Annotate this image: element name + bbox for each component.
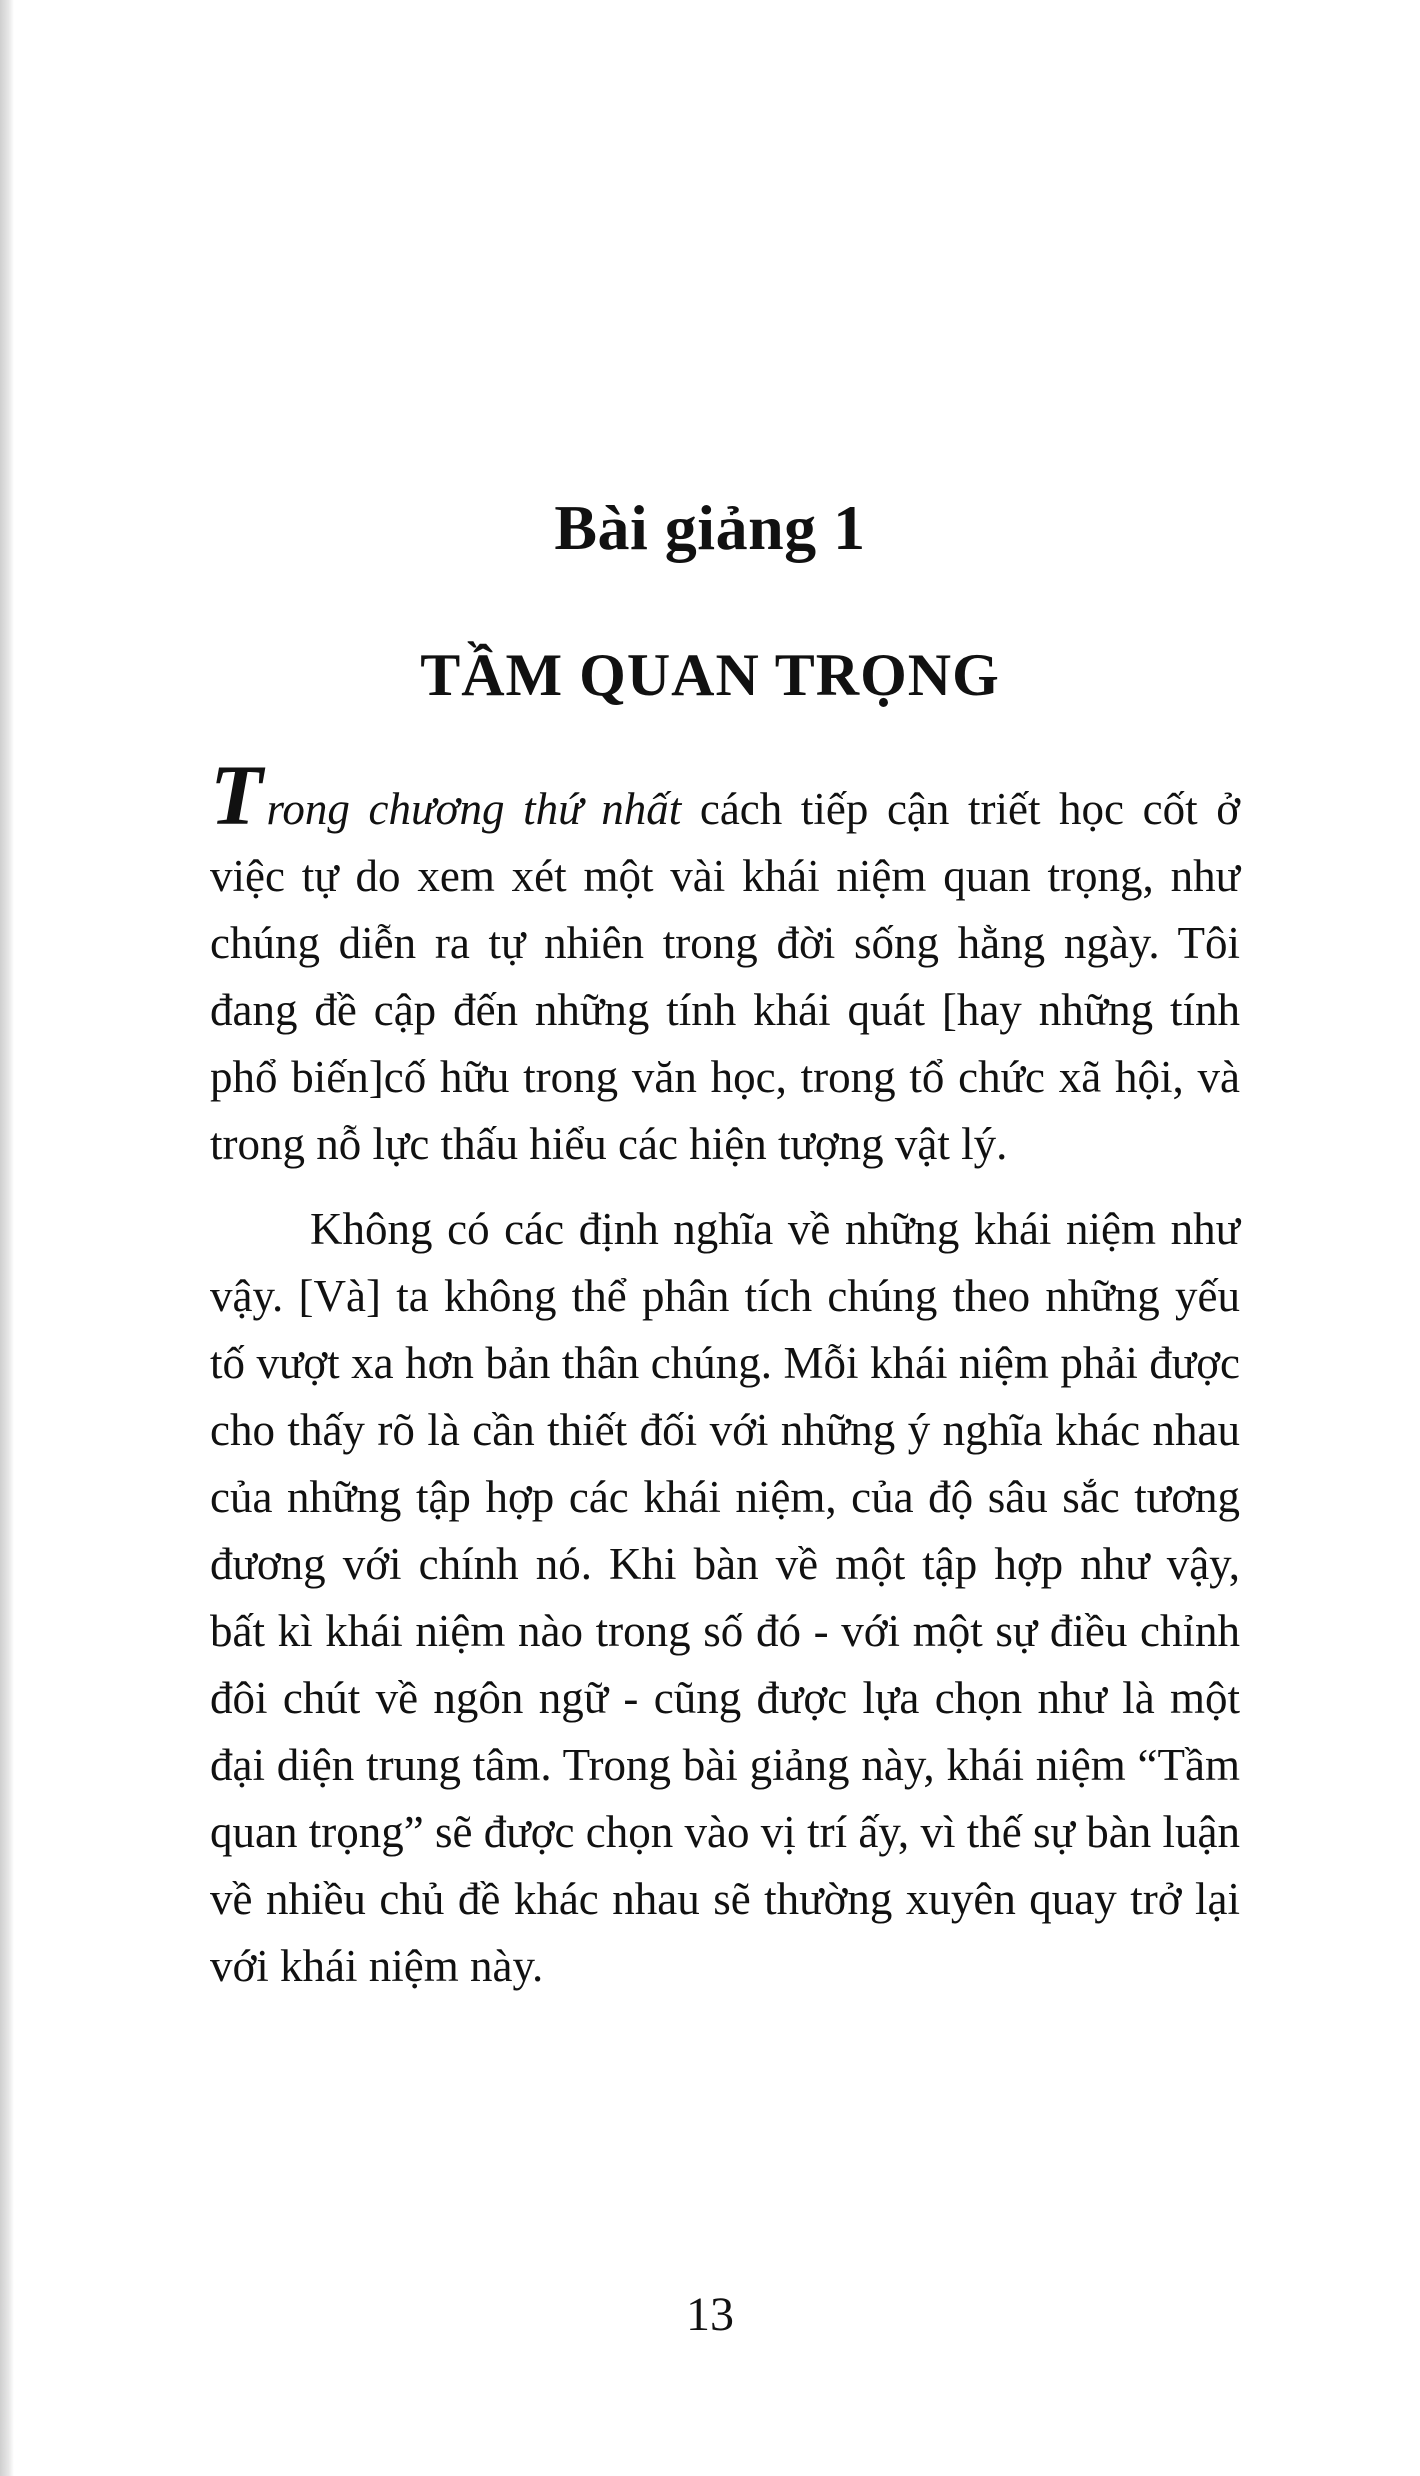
paragraph-1: [210, 747, 1240, 1178]
body-text: [210, 747, 1240, 2000]
page-number: 13: [686, 2288, 734, 2341]
lecture-number-heading: Bài giảng 1: [554, 491, 866, 563]
page-edge-shadow: [0, 0, 14, 2476]
italic-lead: rong chương thứ nhất: [266, 784, 682, 834]
paragraph-2: Không có các định nghĩa về những khái niệm như vậy. [Và] ta không thể phân tích chúng theo những yếu tố vượt xa hơn bản thân chúng. Mỗi khái niệm phải được cho thấy rõ là cần thiết đối với những ý nghĩa khác nhau của những tập hợp các khái niệm, của độ sâu sắc tương đương với chính nó. Khi bàn về một tập hợp như vậy, bất kì khái niệm nào trong số đó - với một sự điều chỉnh đôi chút về ngôn ngữ - cũng được lựa chọn như là một đại diện trung tâm. Trong bài giảng này, khái niệm “Tầm quan trọng” sẽ được chọn vào vị trí ấy, vì thế sự bàn luận về nhiều chủ đề khác nhau sẽ thường xuyên quay trở lại với khái niệm này.: [210, 1204, 1240, 1991]
lecture-title-heading: TẦM QUAN TRỌNG: [420, 641, 1000, 708]
drop-cap: T: [210, 747, 263, 843]
paragraph-1-text: cách tiếp cận triết học cốt ở việc tự do xem xét một vài khái niệm quan trọng, như chúng diễn ra tự nhiên trong đời sống hằng ngày. Tôi đang đề cập đến những tính khái quát [hay những tính phổ biến]cố hữu trong văn học, trong tổ chức xã hội, và trong nỗ lực thấu hiểu các hiện tượng vật lý.: [210, 784, 1240, 1169]
